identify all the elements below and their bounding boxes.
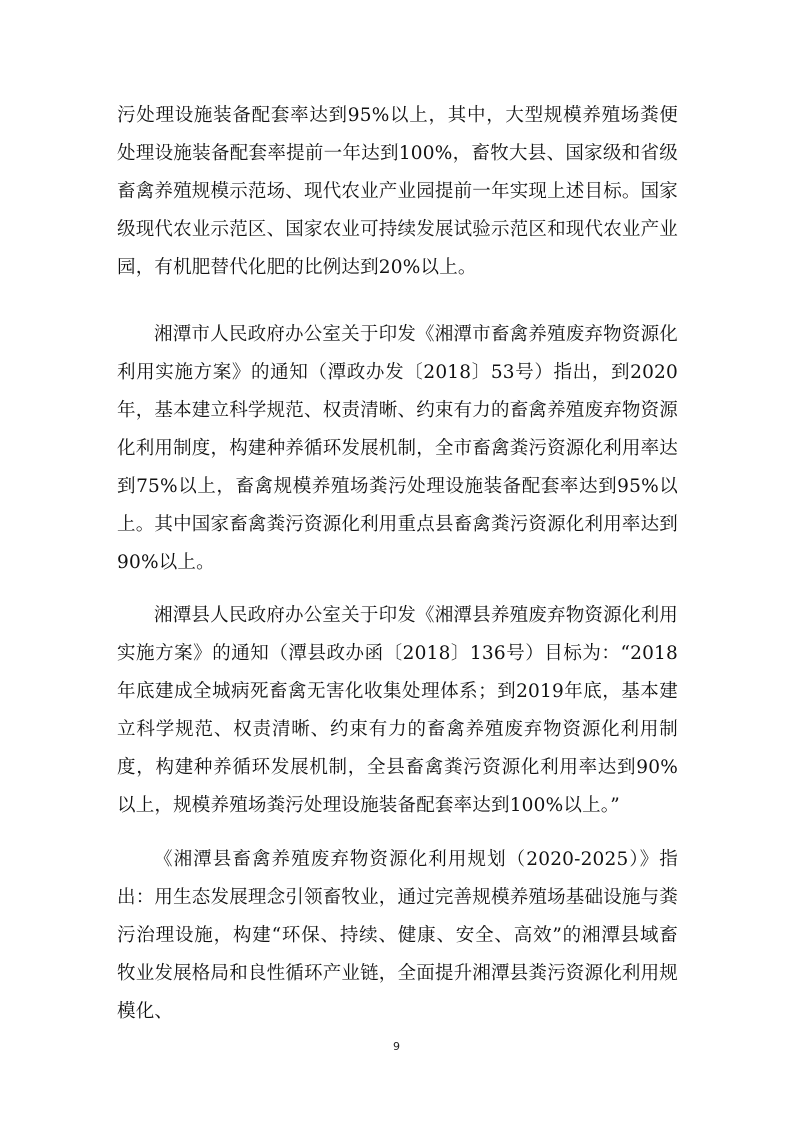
paragraph-continuation: 污处理设施装备配套率达到95%以上，其中，大型规模养殖场粪便处理设施装备配套率提前一年达到100%，畜牧大县、国家级和省级畜禽养殖规模示范场、现代农业产业园提前一年实现上述目标。国家级现代农业示范区、国家农业可持续发展试验示范区和现代农业产业园，有机肥替代化肥的比例达到20%以上。 <box>117 105 679 278</box>
paragraph-xiangtan-city-notice: 湘潭市人民政府办公室关于印发《湘潭市畜禽养殖废弃物资源化利用实施方案》的通知（潭政办发〔2018〕53号）指出，到2020年，基本建立科学规范、权责清晰、约束有力的畜禽养殖废弃物资源化利用制度，构建种养循环发展机制，全市畜禽粪污资源化利用率达到75%以上，畜禽规模养殖场粪污处理设施装备配套率达到95%以上。其中国家畜禽粪污资源化利用重点县畜禽粪污资源化利用率达到90%以上。 <box>117 324 679 573</box>
paragraph-xiangtan-county-notice: 湘潭县人民政府办公室关于印发《湘潭县养殖废弃物资源化利用实施方案》的通知（潭县政办函〔2018〕136号）目标为：“2018年底建成全城病死畜禽无害化收集处理体系；到2019年底，基本建立科学规范、权责清晰、约束有力的畜禽养殖废弃物资源化利用制度，构建种养循环发展机制，全县畜禽粪污资源化利用率达到90%以上，规模养殖场粪污处理设施装备配套率达到100%以上。” <box>117 605 678 816</box>
page-number: 9 <box>393 1040 400 1053</box>
paragraph-county-plan: 《湘潭县畜禽养殖废弃物资源化利用规划（2020-2025）》指出：用生态发展理念引领畜牧业，通过完善规模养殖场基础设施与粪污治理设施，构建“环保、持续、健康、安全、高效”的湘潭县域畜牧业发展格局和良性循环产业链，全面提升湘潭县粪污资源化利用规模化、 <box>117 849 679 1022</box>
